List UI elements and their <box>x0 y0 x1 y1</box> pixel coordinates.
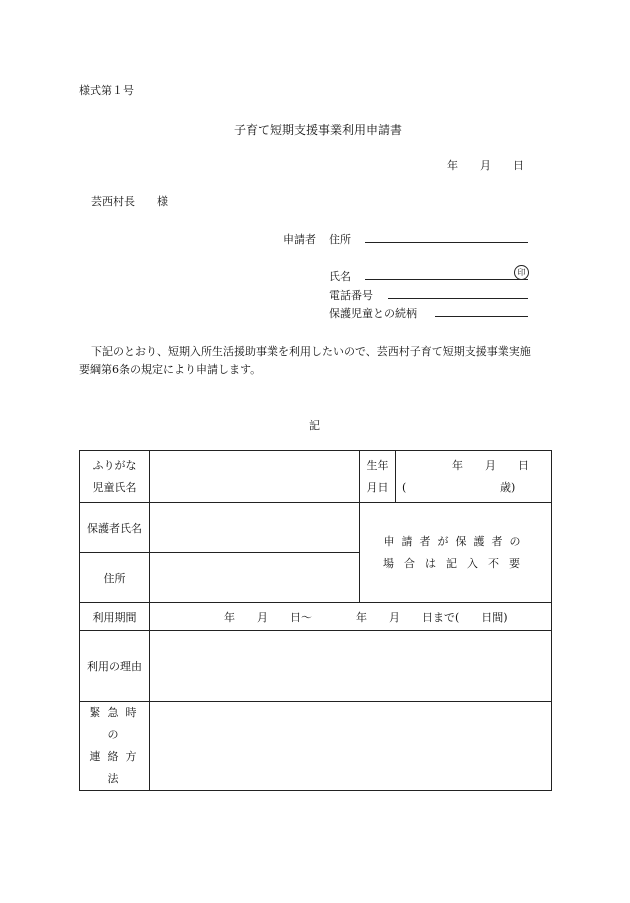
applicant-phone-label: 電話番号 <box>329 289 373 302</box>
body-text-line2: 要綱第6条の規定により申請します。 <box>79 363 262 376</box>
birth-date-field[interactable] <box>396 451 552 503</box>
applicant-relation-field[interactable] <box>435 316 528 317</box>
applicant-name-label: 氏名 <box>329 270 351 283</box>
age-open: ( <box>402 480 407 494</box>
guardian-note-cell <box>360 503 552 603</box>
note-line2: 場合は記入不要 <box>383 556 530 570</box>
application-table <box>79 450 552 791</box>
child-name-label: 児童氏名 <box>92 480 137 494</box>
guardian-name-label: 保護者氏名 <box>80 503 150 553</box>
applicant-heading: 申請者 <box>283 233 316 246</box>
note-line1: 申請者が保護者の <box>383 534 528 548</box>
reason-label: 利用の理由 <box>80 631 150 702</box>
emergency-line1: 緊急時の <box>89 706 144 741</box>
furigana-label: ふりがな <box>92 458 137 472</box>
ki-heading: 記 <box>309 419 320 432</box>
guardian-address-label: 住所 <box>80 553 150 603</box>
applicant-address-label: 住所 <box>329 233 351 246</box>
age-close: 歳) <box>500 480 516 494</box>
child-name-field[interactable] <box>150 451 360 503</box>
period-value: 年 月 日～ 年 月 日まで( 日間) <box>224 610 508 624</box>
birth-label-cell <box>360 451 396 503</box>
form-number: 様式第１号 <box>79 84 134 97</box>
applicant-name-field[interactable] <box>365 279 528 280</box>
applicant-phone-field[interactable] <box>388 298 528 299</box>
birth-label-1: 生年 <box>366 458 389 472</box>
emergency-field[interactable] <box>150 702 552 791</box>
birth-date-line: 年 月 日 <box>452 458 529 472</box>
seal-mark: 印 <box>514 265 529 280</box>
reason-field[interactable] <box>150 631 552 702</box>
body-text-line1: 下記のとおり、短期入所生活援助事業を利用したいので、芸西村子育て短期支援事業実施 <box>91 345 531 358</box>
applicant-relation-label: 保護児童との続柄 <box>329 307 417 320</box>
applicant-address-field[interactable] <box>365 242 528 243</box>
guardian-name-field[interactable] <box>150 503 360 553</box>
child-name-label-cell <box>80 451 150 503</box>
period-label: 利用期間 <box>80 603 150 631</box>
addressee: 芸西村長 様 <box>91 195 168 208</box>
emergency-line2: 連絡方法 <box>89 750 144 785</box>
emergency-label-cell <box>80 702 150 791</box>
date-line: 年 月 日 <box>447 159 524 172</box>
document-title: 子育て短期支援事業利用申請書 <box>234 123 403 137</box>
period-field[interactable] <box>150 603 552 631</box>
birth-label-2: 月日 <box>366 480 389 494</box>
guardian-address-field[interactable] <box>150 553 360 603</box>
